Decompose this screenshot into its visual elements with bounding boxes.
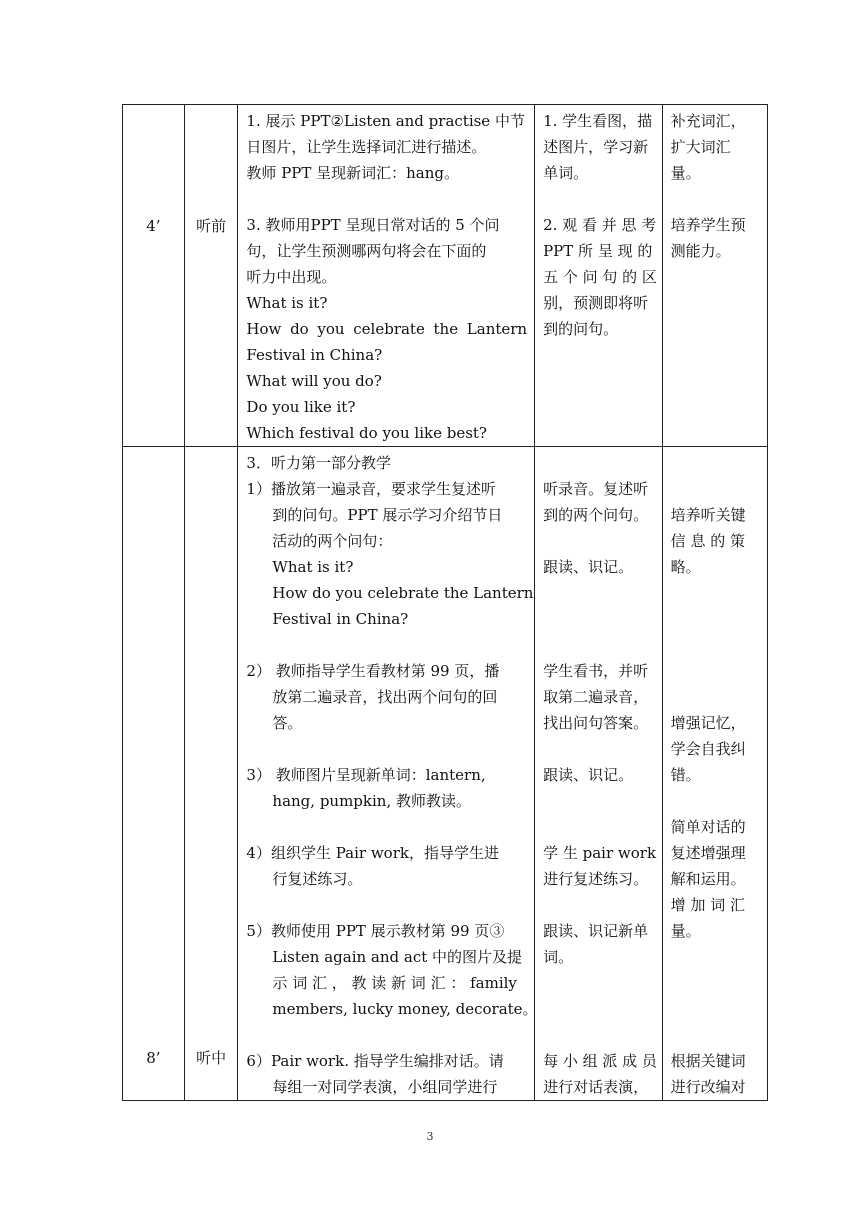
student-line: 词。	[543, 948, 574, 966]
teacher-line: Listen again and act 中的图片及提	[272, 948, 523, 966]
phase-label: 听中	[196, 1049, 227, 1067]
teacher-line: 放第二遍录音，找出两个问句的回	[272, 688, 498, 706]
student-line: 跟读、识记。	[543, 766, 634, 784]
teacher-line: 教师 PPT 呈现新词汇：hang。	[246, 164, 460, 182]
teacher-line: 行复述练习。	[272, 870, 363, 888]
purpose-line: 进行改编对	[670, 1078, 746, 1096]
time-value: 8’	[146, 1049, 161, 1067]
student-activity-cell	[535, 105, 663, 447]
table-row	[123, 105, 768, 447]
teacher-line: What is it?	[246, 294, 328, 312]
purpose-line: 简单对话的	[670, 818, 746, 836]
student-line: 学 生 pair work	[543, 844, 657, 862]
teacher-line: 3） 教师图片呈现新单词：lantern,	[246, 766, 486, 784]
teacher-line: hang, pumpkin, 教师教读。	[272, 792, 471, 810]
teacher-activity-cell	[238, 447, 538, 1101]
purpose-line: 根据关键词	[670, 1052, 746, 1070]
student-line: 跟读、识记新单	[543, 922, 649, 940]
table-row	[123, 447, 768, 1101]
phase-cell	[184, 447, 238, 1101]
teacher-line: What is it?	[272, 558, 354, 576]
student-line: 述图片，学习新	[543, 138, 649, 156]
phase-label: 听前	[196, 217, 227, 235]
student-activity-cell	[535, 447, 663, 1101]
teacher-line: 6）Pair work. 指导学生编排对话。请	[246, 1052, 504, 1070]
purpose-line: 测能力。	[670, 242, 731, 260]
purpose-line: 复述增强理	[670, 844, 746, 862]
teacher-line: members, lucky money, decorate。	[272, 1000, 538, 1018]
student-line: 别，预测即将听	[543, 294, 649, 312]
student-line: 单词。	[543, 164, 589, 182]
student-line: 听录音。复述听	[543, 480, 649, 498]
student-line: 1. 学生看图，描	[543, 112, 653, 130]
purpose-line: 增强记忆，	[670, 714, 746, 732]
teacher-activity-cell	[238, 105, 535, 447]
student-line: 到的问句。	[543, 320, 619, 338]
purpose-line: 解和运用。	[670, 870, 746, 888]
purpose-cell	[662, 447, 767, 1101]
phase-cell	[184, 105, 238, 447]
page-number: 3	[426, 1130, 434, 1143]
time-cell	[123, 105, 185, 447]
teacher-line: 2） 教师指导学生看教材第 99 页，播	[246, 662, 500, 680]
teacher-line: Festival in China?	[272, 610, 409, 628]
teacher-line: Which festival do you like best?	[246, 424, 487, 442]
student-line: 进行对话表演，	[543, 1078, 649, 1096]
purpose-line: 量。	[670, 922, 701, 940]
teacher-line: Do you like it?	[246, 398, 356, 416]
purpose-line: 量。	[670, 164, 701, 182]
purpose-line: 增 加 词 汇	[670, 896, 745, 914]
student-line: 2. 观 看 并 思 考	[543, 216, 657, 234]
teacher-line: 3．听力第一部分教学	[246, 454, 391, 472]
teacher-line: What will you do?	[246, 372, 382, 390]
teacher-line: How do you celebrate the Lantern	[272, 584, 534, 602]
teacher-line: 示 词 汇 ， 教 读 新 词 汇 ： family	[272, 974, 517, 992]
time-cell	[123, 447, 185, 1101]
teacher-line: 每组一对同学表演，小组同学进行	[272, 1078, 498, 1096]
teacher-line: 答。	[272, 714, 303, 732]
purpose-line: 略。	[670, 558, 701, 576]
teacher-line: 3. 教师用PPT 呈现日常对话的 5 个问	[246, 216, 500, 234]
student-line: 找出问句答案。	[543, 714, 649, 732]
purpose-line: 扩大词汇	[670, 138, 731, 156]
teacher-line: How do you celebrate the Lantern	[246, 320, 528, 338]
student-line: 学生看书，并听	[543, 662, 649, 680]
teacher-line: 句，让学生预测哪两句将会在下面的	[246, 242, 487, 260]
student-line: 跟读、识记。	[543, 558, 634, 576]
time-value: 4’	[146, 217, 161, 235]
purpose-line: 培养听关键	[670, 506, 746, 524]
student-line: 五 个 问 句 的 区	[543, 268, 657, 286]
student-line: 进行复述练习。	[543, 870, 649, 888]
student-line: PPT 所 呈 现 的	[543, 242, 653, 260]
teacher-line: 5）教师使用 PPT 展示教材第 99 页③	[246, 922, 505, 940]
teacher-line: 活动的两个问句：	[272, 532, 393, 550]
purpose-line: 信 息 的 策	[670, 532, 745, 550]
teacher-line: 1）播放第一遍录音，要求学生复述听	[246, 480, 496, 498]
teacher-line: 1. 展示 PPT②Listen and practise 中节	[246, 112, 525, 130]
lesson-plan-table	[122, 104, 768, 1101]
purpose-cell	[662, 105, 767, 447]
student-line: 取第二遍录音，	[543, 688, 649, 706]
purpose-line: 错。	[670, 766, 701, 784]
teacher-line: 日图片，让学生选择词汇进行描述。	[246, 138, 487, 156]
purpose-line: 补充词汇，	[670, 112, 746, 130]
purpose-line: 培养学生预	[670, 216, 746, 234]
teacher-line: 听力中出现。	[246, 268, 337, 286]
purpose-line: 学会自我纠	[670, 740, 746, 758]
teacher-line: Festival in China?	[246, 346, 383, 364]
teacher-line: 4）组织学生 Pair work，指导学生进	[246, 844, 499, 862]
student-line: 每 小 组 派 成 员	[543, 1052, 657, 1070]
teacher-line: 到的问句。PPT 展示学习介绍节日	[272, 506, 503, 524]
student-line: 到的两个问句。	[543, 506, 649, 524]
